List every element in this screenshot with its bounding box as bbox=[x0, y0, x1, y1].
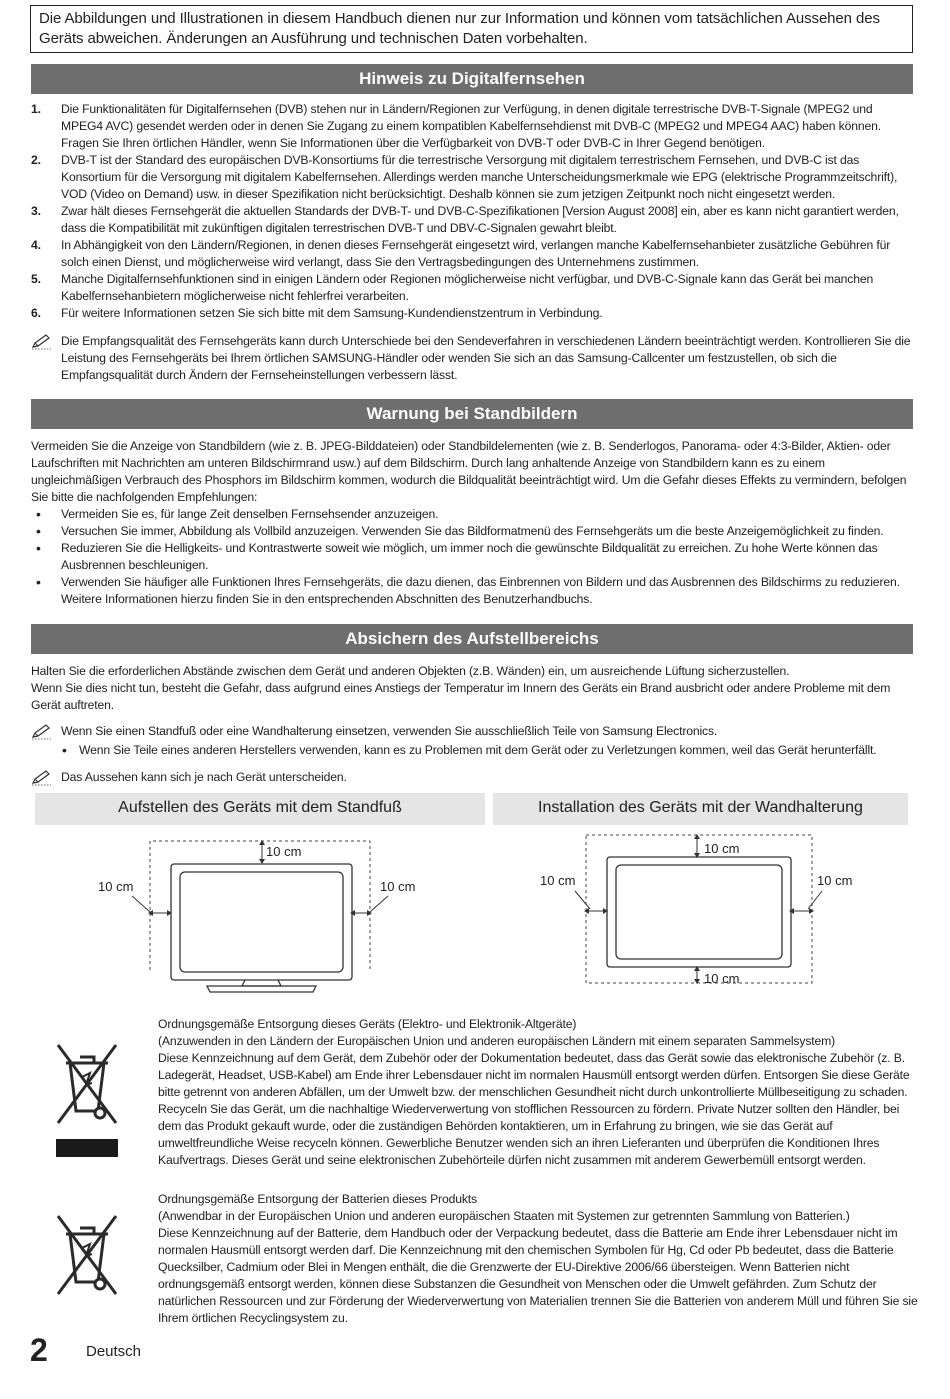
list-item bbox=[31, 203, 916, 237]
section-header-digital: Hinweis zu Digitalfernsehen bbox=[31, 64, 913, 94]
list-item: • Vermeiden Sie es, für lange Zeit denselben Fernsehsender anzuzeigen. bbox=[31, 506, 916, 523]
page-number: 2 bbox=[30, 1332, 48, 1368]
wall-bottom-clearance: 10 cm bbox=[704, 971, 740, 986]
still-bullet-list bbox=[31, 506, 916, 608]
wall-diagram-title: Installation des Geräts mit der Wandhalterung bbox=[493, 793, 908, 825]
note-pencil-icon bbox=[31, 723, 53, 740]
digital-note bbox=[31, 333, 916, 384]
weee-title: Ordnungsgemäße Entsorgung dieses Geräts (Elektro- und Elektronik-Altgeräte) bbox=[158, 1017, 577, 1031]
note-pencil-icon bbox=[31, 769, 53, 786]
list-item bbox=[31, 271, 916, 305]
item-text: Manche Digitalfernsehfunktionen sind in einigen Ländern oder Regionen möglicherweise nicht verfügbar, und DVB-C-Signale kann das Gerät bei manchen Kabelfernsehanbietern möglicherweise nicht fehlerfrei verarbeiten. bbox=[61, 272, 874, 303]
item-text: Zwar hält dieses Fernsehgerät die aktuellen Standards der DVB-T- und DVB-C-Spezifikationen [Version August 2008] ein, aber es kann nicht garantiert werden, dass die Kompatibilität mit zukünftigen digitalen terrestrischen DVB-T und DBV-C-Signalen gewahrt bleibt. bbox=[61, 204, 899, 235]
item-text: DVB-T ist der Standard des europäischen DVB-Konsortiums für die terrestrische Versorgung mit digitalem terrestrischem Fernsehen, und DVB-C ist das Konsortium für die Versorgung mit digitalem Kabelfernsehen. Allerdings werden manche Unterscheidungsmerkmale wie EPG (elektrische Programmzeitschrift), VOD (Video on Demand) usw. in dieser Spezifikation nicht berücksichtigt. Deshalb können sie zum jetzigen Zeitpunkt noch nicht eingesetzt werden. bbox=[61, 153, 898, 201]
list-item bbox=[31, 305, 916, 322]
item-text: In Abhängigkeit von den Ländern/Regionen, in denen dieses Fernsehgerät eingesetzt wird, verlangen manche Kabelfernsehanbieter zusätzliche Gebühren für solch einen Dienst, und möglicherweise wird verlangt, dass Sie den Vertragsbedingungen des Unternehmens zustimmen. bbox=[61, 238, 891, 269]
list-item bbox=[31, 101, 916, 152]
wall-left-clearance: 10 cm bbox=[540, 873, 576, 888]
note-text: Das Aussehen kann sich je nach Gerät unterscheiden. bbox=[61, 770, 347, 784]
crossed-bin-icon bbox=[52, 1035, 122, 1160]
install-intro-1: Halten Sie die erforderlichen Abstände zwischen dem Gerät und anderen Objekten (z.B. Wänden) ein, um ausreichende Lüftung sicherzustellen. bbox=[31, 664, 790, 678]
wall-right-clearance: 10 cm bbox=[817, 873, 853, 888]
tv-wall-drawing bbox=[607, 857, 791, 967]
item-number: 5. bbox=[31, 272, 41, 286]
weee-disposal-block bbox=[158, 1016, 918, 1169]
battery-subtitle: (Anwendbar in der Europäischen Union und anderen europäischen Staaten mit Systemen zur getrennten Sammlung von Batterien.) bbox=[158, 1209, 850, 1223]
stand-right-clearance: 10 cm bbox=[380, 879, 416, 894]
page-language: Deutsch bbox=[86, 1343, 142, 1360]
section-header-installation: Absichern des Aufstellbereichs bbox=[31, 624, 913, 654]
list-item bbox=[31, 152, 916, 203]
item-text: Die Funktionalitäten für Digitalfernsehen (DVB) stehen nur in Ländern/Regionen zur Verfügung, in denen digitale terrestrische DVB-T-Signale (MPEG2 und MPEG4 AVC) gesendet werden oder in denen Sie Zugang zu einem kompatiblen Kabelfernsehdienst mit DVB-C (MPEG2 und MPEG4 AAC) haben können. Fragen Sie Ihren örtlichen Händler, wenn Sie Informationen über die Verfügbarkeit von DVB-T oder DVB-C in Ihrer Gegend benötigen. bbox=[61, 102, 881, 150]
install-subnote: • Wenn Sie Teile eines anderen Herstellers verwenden, kann es zu Problemen mit dem Gerät oder zu Verletzungen kommen, weil das Gerät herunterfällt. bbox=[62, 742, 912, 759]
weee-subtitle: (Anzuwenden in den Ländern der Europäischen Union und anderen europäischen Ländern mit einem separaten Sammelsystem) bbox=[158, 1034, 836, 1048]
note-pencil-icon bbox=[31, 333, 53, 350]
item-number: 3. bbox=[31, 204, 41, 218]
note-text: Wenn Sie einen Standfuß oder eine Wandhalterung einsetzen, verwenden Sie ausschließlich Teile von Samsung Electronics. bbox=[61, 724, 718, 738]
weee-text: Diese Kennzeichnung auf dem Gerät, dem Zubehör oder der Dokumentation bedeutet, dass das Gerät sowie das elektronische Zubehör (z. B. Ladegerät, Headset, USB-Kabel) am Ende ihrer Lebensdauer nicht im normalen Hausmüll entsorgt werden dürfen. Entsorgen Sie diese Geräte bitte getrennt von anderen Abfällen, um der Umwelt bzw. der menschlichen Gesundheit nicht durch unkontrollierte Müllbeseitigung zu schaden. Recyceln Sie das Gerät, um die nachhaltige Wiederverwertung von stofflichen Ressourcen zu fördern. Private Nutzer sollten den Händler, bei dem das Produkt gekauft wurde, oder die zuständigen Behörden kontaktieren, um in Erfahrung zu bringen, wie sie das Gerät auf umweltfreundliche Weise recyceln können. Gewerbliche Benutzer wenden sich an ihren Lieferanten und überprüfen die Konditionen Ihres Kaufvertrags. Dieses Gerät und seine elektronischen Zubehörteile dürfen nicht zusammen mit anderem Gewerbemüll entsorgt werden. bbox=[158, 1051, 910, 1167]
digital-list bbox=[31, 101, 916, 322]
install-note-parts bbox=[31, 723, 916, 740]
list-item: • Versuchen Sie immer, Abbildung als Vollbild anzuzeigen. Verwenden Sie das Bildformatmenü des Fernsehgeräts um die beste Anzeigemöglichkeit zu finden. bbox=[31, 523, 916, 540]
still-intro: Vermeiden Sie die Anzeige von Standbildern (wie z. B. JPEG-Bilddateien) oder Standbildelementen (wie z. B. Senderlogos, Panorama- oder 4:3-Bilder, Aktien- oder Laufschriften mit Nachrichten am unteren Bildschirmrand usw.) auf dem Bildschirm. Durch lang anhaltende Anzeige von Standbildern kann es zu einem ungleichmäßigen Verbrauch des Phosphors im Bildschirm kommen, wodurch die Bildqualität beeinträchtigt wird. Um die Gefahr dieses Effekts zu vermindern, befolgen Sie bitte die nachfolgenden Empfehlungen: bbox=[31, 439, 907, 504]
install-intro-2: Wenn Sie dies nicht tun, besteht die Gefahr, dass aufgrund eines Anstiegs der Temperatur im Innern des Geräts ein Brand ausbricht oder andere Probleme mit dem Gerät auftreten. bbox=[31, 681, 891, 712]
battery-disposal-block bbox=[158, 1191, 918, 1327]
item-number: 1. bbox=[31, 102, 41, 116]
note-text: Die Empfangsqualität des Fernsehgeräts kann durch Unterschiede bei den Sendeverfahren in verschiedenen Ländern beeinträchtigt werden. Kontrollieren Sie die Leistung des Fernsehgeräts bei Ihrem örtlichen SAMSUNG-Händler oder wenden Sie sich an das Samsung-Callcenter um festzustellen, ob sich die Empfangsqualität durch Ändern der Fernseheinstellungen verbessern lässt. bbox=[61, 334, 911, 382]
install-note-appearance bbox=[31, 769, 916, 786]
stand-diagram-title: Aufstellen des Geräts mit dem Standfuß bbox=[35, 793, 485, 825]
item-number: 6. bbox=[31, 306, 41, 320]
section-header-still-images: Warnung bei Standbildern bbox=[31, 399, 913, 429]
battery-title: Ordnungsgemäße Entsorgung der Batterien dieses Produkts bbox=[158, 1192, 477, 1206]
item-text: Für weitere Informationen setzen Sie sich bitte mit dem Samsung-Kundendienstzentrum in Verbindung. bbox=[61, 306, 603, 320]
list-item: • Reduzieren Sie die Helligkeits- und Kontrastwerte soweit wie möglich, um immer noch die gewünschte Bildqualität zu erreichen. Zu hohe Werte können das Ausbrennen beschleunigen. bbox=[31, 540, 916, 574]
wall-top-clearance: 10 cm bbox=[704, 841, 740, 856]
stand-top-clearance: 10 cm bbox=[266, 844, 302, 859]
tv-on-stand-drawing bbox=[171, 864, 352, 992]
stand-left-clearance: 10 cm bbox=[98, 879, 134, 894]
battery-text: Diese Kennzeichnung auf der Batterie, dem Handbuch oder der Verpackung bedeutet, dass die Batterie am Ende ihrer Lebensdauer nicht im normalen Hausmüll entsorgt werden darf. Die Kennzeichnung mit den chemischen Symbolen für Hg, Cd oder Pb bedeutet, dass die Batterie Quecksilber, Cadmium oder Blei in Mengen enthält, die die Grenzwerte der EU-Direktive 2006/66 übersteigen. Wenn Batterien nicht ordnungsgemäß entsorgt werden, können diese Substanzen die Gesundheit von Menschen oder die Umwelt gefährden. Zum Schutz der natürlichen Ressourcen und zur Förderung der Wiederverwertung von Materialien trennen Sie die Batterien von anderem Müll und führen Sie sie Ihrem örtlichen Recyclingsystem zu. bbox=[158, 1226, 918, 1325]
item-number: 4. bbox=[31, 238, 41, 252]
list-item bbox=[31, 237, 916, 271]
list-item: • Verwenden Sie häufiger alle Funktionen Ihres Fernsehgeräts, die dazu dienen, das Einbrennen von Bildern und das Ausbrennen des Bildschirms zu reduzieren. Weitere Informationen hierzu finden Sie in den entsprechenden Abschnitten des Benutzerhandbuchs. bbox=[31, 574, 916, 608]
item-number: 2. bbox=[31, 153, 41, 167]
disclaimer-box: Die Abbildungen und Illustrationen in diesem Handbuch dienen nur zur Information und können vom tatsächlichen Aussehen des Geräts abweichen. Änderungen an Ausführung und technischen Daten vorbehalten. bbox=[30, 5, 913, 53]
battery-crossed-bin-icon bbox=[52, 1210, 122, 1305]
